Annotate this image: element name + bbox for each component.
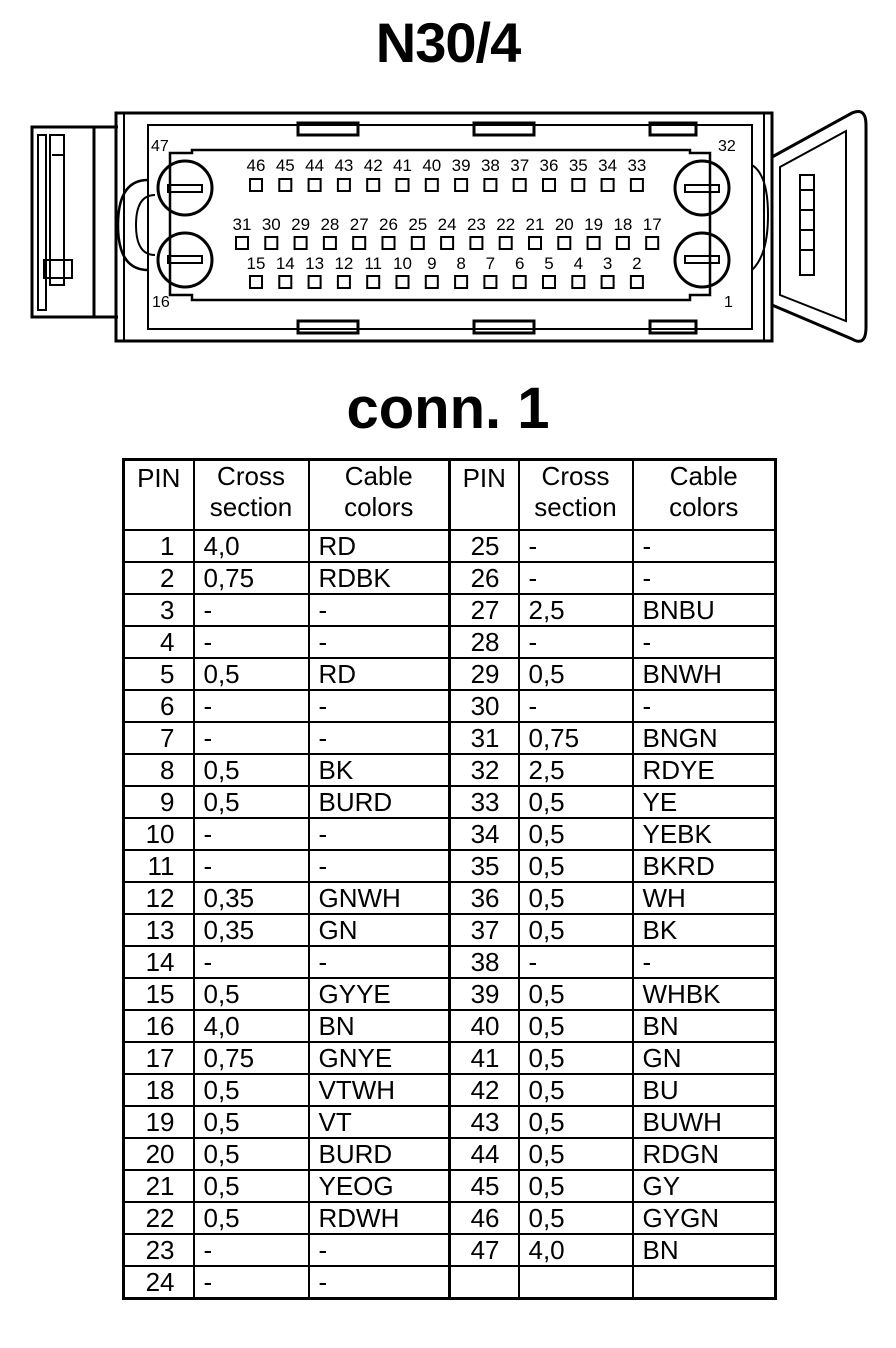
- table-row: [124, 946, 776, 978]
- pin-cell: 4: [124, 626, 194, 658]
- cross-section-cell: -: [194, 626, 309, 658]
- pin-cell: 43: [450, 1106, 519, 1138]
- pin-contact: [631, 179, 643, 191]
- cross-section-cell: 0,75: [519, 722, 633, 754]
- pin-contact: [572, 276, 584, 288]
- cable-color-cell: BN: [633, 1234, 776, 1266]
- pin-number-label: 4: [573, 254, 584, 273]
- table-row: [124, 1010, 776, 1042]
- pin-cell: 39: [450, 978, 519, 1010]
- pin-cell: 26: [450, 562, 519, 594]
- cable-color-cell: WHBK: [633, 978, 776, 1010]
- table-row: [124, 850, 776, 882]
- pin-cell: 21: [124, 1170, 194, 1202]
- pin-cell: 3: [124, 594, 194, 626]
- connector-label: conn. 1: [346, 376, 550, 441]
- pin-contact: [236, 237, 248, 249]
- cross-section-cell: 0,5: [519, 882, 633, 914]
- pin-cell: 24: [124, 1266, 194, 1299]
- pin-cell: 2: [124, 562, 194, 594]
- pin-contact: [265, 237, 277, 249]
- pin-number-label: 17: [642, 215, 662, 234]
- pin-contact: [250, 276, 262, 288]
- cross-section-cell: 0,5: [519, 978, 633, 1010]
- pin-contact: [602, 276, 614, 288]
- pin-number-label: 41: [393, 156, 412, 175]
- table-row: [124, 530, 776, 562]
- pin-cell: 29: [450, 658, 519, 690]
- cable-color-cell: GNWH: [309, 882, 450, 914]
- pin-cell: 18: [124, 1074, 194, 1106]
- pin-number-label: 26: [379, 215, 398, 234]
- cable-color-cell: BUWH: [633, 1106, 776, 1138]
- cable-color-cell: RDBK: [309, 562, 450, 594]
- pin-contact: [412, 237, 424, 249]
- corner-label-47: 47: [151, 138, 169, 155]
- pin-cell: 41: [450, 1042, 519, 1074]
- pin-contact: [558, 237, 570, 249]
- cross-section-cell: 0,5: [194, 978, 309, 1010]
- pin-contact: [367, 276, 379, 288]
- cross-section-cell: -: [194, 946, 309, 978]
- table-row: [124, 978, 776, 1010]
- cross-section-cell: -: [519, 946, 633, 978]
- cable-color-cell: RDWH: [309, 1202, 450, 1234]
- pin-cell: 33: [450, 786, 519, 818]
- cross-section-cell: 0,5: [519, 1042, 633, 1074]
- pin-number-label: 29: [291, 215, 311, 234]
- cable-color-cell: GYGN: [633, 1202, 776, 1234]
- pin-contact: [324, 237, 336, 249]
- pin-contact: [602, 179, 614, 191]
- table-row: [124, 1170, 776, 1202]
- cable-color-cell: -: [309, 1266, 450, 1299]
- pin-number-label: 39: [451, 156, 471, 175]
- cross-section-cell: 0,5: [194, 1202, 309, 1234]
- pin-contact: [484, 276, 496, 288]
- cable-color-cell: BURD: [309, 786, 450, 818]
- pin-contact: [484, 179, 496, 191]
- pin-number-label: 13: [305, 254, 325, 273]
- pin-contact: [397, 276, 409, 288]
- cross-section-cell: -: [194, 818, 309, 850]
- cable-color-cell: GYYE: [309, 978, 450, 1010]
- pin-cell: 45: [450, 1170, 519, 1202]
- table-row: [124, 818, 776, 850]
- pin-cell: 42: [450, 1074, 519, 1106]
- header-pin: PIN: [124, 460, 194, 531]
- pin-number-label: 14: [275, 254, 295, 273]
- cable-color-cell: BNGN: [633, 722, 776, 754]
- cable-color-cell: RD: [309, 658, 450, 690]
- pin-cell: 27: [450, 594, 519, 626]
- cross-section-cell: 0,5: [519, 914, 633, 946]
- pin-contact: [279, 179, 291, 191]
- pin-number-label: 38: [480, 156, 500, 175]
- pin-contact: [367, 179, 379, 191]
- pin-number-label: 12: [334, 254, 354, 273]
- pin-contact: [470, 237, 482, 249]
- cable-color-cell: BK: [633, 914, 776, 946]
- pin-cell: 47: [450, 1234, 519, 1266]
- connector-diagram: [0, 95, 896, 355]
- pin-contact: [309, 276, 321, 288]
- pin-cell: 38: [450, 946, 519, 978]
- cable-color-cell: BU: [633, 1074, 776, 1106]
- cross-section-cell: 0,35: [194, 882, 309, 914]
- cross-section-cell: 4,0: [194, 530, 309, 562]
- pin-number-label: 40: [422, 156, 442, 175]
- cross-section-cell: 4,0: [194, 1010, 309, 1042]
- pin-cell: 12: [124, 882, 194, 914]
- cross-section-cell: -: [194, 850, 309, 882]
- pin-contact: [441, 237, 453, 249]
- pin-contact: [455, 179, 467, 191]
- cross-section-cell: 4,0: [519, 1234, 633, 1266]
- pin-contact: [383, 237, 395, 249]
- cross-section-cell: 0,75: [194, 562, 309, 594]
- pin-number-label: 21: [525, 215, 545, 234]
- pin-number-label: 37: [510, 156, 530, 175]
- cable-color-cell: -: [309, 626, 450, 658]
- cable-color-cell: BN: [633, 1010, 776, 1042]
- cross-section-cell: 0,5: [519, 1138, 633, 1170]
- pin-contact: [426, 276, 438, 288]
- cross-section-cell: 0,5: [519, 658, 633, 690]
- cross-section-cell: 0,5: [519, 1170, 633, 1202]
- pin-cell: 7: [124, 722, 194, 754]
- pin-cell: 40: [450, 1010, 519, 1042]
- cable-color-cell: BURD: [309, 1138, 450, 1170]
- pin-number-label: 33: [627, 156, 647, 175]
- cable-color-cell: -: [633, 626, 776, 658]
- cross-section-cell: 0,5: [194, 1074, 309, 1106]
- cable-color-cell: -: [309, 690, 450, 722]
- cable-color-cell: BK: [309, 754, 450, 786]
- table-row: [124, 1042, 776, 1074]
- pin-number-label: 27: [349, 215, 369, 234]
- header-cable-colors: Cable colors: [309, 460, 450, 531]
- corner-label-32: 32: [718, 138, 736, 155]
- table-row: [124, 690, 776, 722]
- pin-cell: 31: [450, 722, 519, 754]
- corner-label-16: 16: [152, 294, 170, 311]
- table-row: [124, 562, 776, 594]
- cable-color-cell: GY: [633, 1170, 776, 1202]
- header-cable-colors-2: Cable colors: [633, 460, 776, 531]
- table-row: [124, 1234, 776, 1266]
- pin-cell: 46: [450, 1202, 519, 1234]
- table-row: [124, 1138, 776, 1170]
- page-title: N30/4: [375, 11, 521, 74]
- table-row: [124, 882, 776, 914]
- cable-color-cell: BKRD: [633, 850, 776, 882]
- pin-contact: [397, 179, 409, 191]
- cross-section-cell: -: [194, 1234, 309, 1266]
- pin-cell: 22: [124, 1202, 194, 1234]
- pin-contact: [426, 179, 438, 191]
- cable-color-cell: -: [633, 690, 776, 722]
- cross-section-cell: -: [194, 594, 309, 626]
- pin-cell: 8: [124, 754, 194, 786]
- pin-number-label: 24: [437, 215, 457, 234]
- pin-cell: 34: [450, 818, 519, 850]
- cable-color-cell: VT: [309, 1106, 450, 1138]
- screw-icon: [158, 161, 212, 215]
- table-row: [124, 594, 776, 626]
- pin-number-label: 9: [427, 254, 437, 273]
- cross-section-cell: 0,5: [519, 818, 633, 850]
- cross-section-cell: 0,5: [519, 1106, 633, 1138]
- pin-cell: 37: [450, 914, 519, 946]
- pin-number-label: 20: [554, 215, 574, 234]
- cable-color-cell: -: [309, 594, 450, 626]
- pin-contact: [543, 276, 555, 288]
- table-row: [124, 722, 776, 754]
- pin-contact: [514, 276, 526, 288]
- table-row: [124, 786, 776, 818]
- pin-number-label: 35: [568, 156, 588, 175]
- pin-number-label: 8: [456, 254, 466, 273]
- pin-number-label: 25: [408, 215, 428, 234]
- cable-color-cell: GN: [309, 914, 450, 946]
- cable-color-cell: VTWH: [309, 1074, 450, 1106]
- pin-number-label: 42: [363, 156, 383, 175]
- pin-contact: [514, 179, 526, 191]
- pin-number-label: 2: [632, 254, 642, 273]
- header-cross-section-2: Cross section: [519, 460, 633, 531]
- cable-color-cell: -: [309, 818, 450, 850]
- pin-number-label: 45: [275, 156, 295, 175]
- pin-contact: [646, 237, 658, 249]
- pin-contact: [295, 237, 307, 249]
- pin-cell: 9: [124, 786, 194, 818]
- pin-number-label: 31: [232, 215, 252, 234]
- pin-cell: [450, 1266, 519, 1299]
- pin-number-label: 5: [544, 254, 554, 273]
- cable-color-cell: GNYE: [309, 1042, 450, 1074]
- cable-color-cell: RDGN: [633, 1138, 776, 1170]
- cable-color-cell: BN: [309, 1010, 450, 1042]
- pin-cell: 30: [450, 690, 519, 722]
- pin-cell: 20: [124, 1138, 194, 1170]
- screw-icon: [675, 161, 729, 215]
- cable-color-cell: -: [633, 530, 776, 562]
- cross-section-cell: 0,5: [194, 1138, 309, 1170]
- header-cross-section: Cross section: [194, 460, 309, 531]
- screw-icon: [158, 233, 212, 287]
- cross-section-cell: 0,5: [194, 658, 309, 690]
- pin-number-label: 46: [246, 156, 266, 175]
- pin-contact: [617, 237, 629, 249]
- pin-number-label: 3: [602, 254, 613, 273]
- cable-color-cell: BNWH: [633, 658, 776, 690]
- cross-section-cell: 0,5: [519, 1010, 633, 1042]
- cable-color-cell: BNBU: [633, 594, 776, 626]
- pin-number-label: 36: [539, 156, 559, 175]
- pin-number-label: 10: [393, 254, 412, 273]
- cross-section-cell: 2,5: [519, 754, 633, 786]
- cable-color-cell: -: [309, 1234, 450, 1266]
- pin-cell: 6: [124, 690, 194, 722]
- pin-grid: [233, 156, 662, 288]
- cross-section-cell: 0,5: [519, 786, 633, 818]
- cross-section-cell: 0,5: [194, 754, 309, 786]
- cable-color-cell: RD: [309, 530, 450, 562]
- table-row: [124, 914, 776, 946]
- pin-number-label: 22: [496, 215, 516, 234]
- pin-contact: [338, 276, 350, 288]
- cable-color-cell: GN: [633, 1042, 776, 1074]
- cross-section-cell: -: [519, 562, 633, 594]
- pin-cell: 23: [124, 1234, 194, 1266]
- table-row: [124, 1266, 776, 1299]
- pin-cell: 36: [450, 882, 519, 914]
- table-row: [124, 1106, 776, 1138]
- cable-color-cell: -: [633, 562, 776, 594]
- cross-section-cell: 0,5: [194, 1170, 309, 1202]
- cable-color-cell: -: [309, 850, 450, 882]
- cross-section-cell: -: [194, 1266, 309, 1299]
- cross-section-cell: 0,5: [194, 1106, 309, 1138]
- pin-cell: 44: [450, 1138, 519, 1170]
- pin-cell: 16: [124, 1010, 194, 1042]
- pin-contact: [631, 276, 643, 288]
- cross-section-cell: 0,35: [194, 914, 309, 946]
- table-row: [124, 1202, 776, 1234]
- pin-number-label: 15: [246, 254, 266, 273]
- header-pin-2: PIN: [450, 460, 519, 531]
- cross-section-cell: 0,5: [194, 786, 309, 818]
- cable-color-cell: WH: [633, 882, 776, 914]
- cable-color-cell: YEOG: [309, 1170, 450, 1202]
- pin-number-label: 6: [514, 254, 525, 273]
- cross-section-cell: -: [194, 722, 309, 754]
- cross-section-cell: -: [519, 690, 633, 722]
- cross-section-cell: 0,5: [519, 850, 633, 882]
- cable-color-cell: -: [309, 722, 450, 754]
- pin-contact: [543, 179, 555, 191]
- table-row: [124, 754, 776, 786]
- cross-section-cell: -: [194, 690, 309, 722]
- pin-cell: 28: [450, 626, 519, 658]
- cross-section-cell: -: [519, 530, 633, 562]
- pin-contact: [588, 237, 600, 249]
- pin-number-label: 34: [598, 156, 618, 175]
- pin-contact: [529, 237, 541, 249]
- pin-cell: 15: [124, 978, 194, 1010]
- cable-color-cell: YEBK: [633, 818, 776, 850]
- pin-contact: [353, 237, 365, 249]
- pin-cell: 35: [450, 850, 519, 882]
- pin-cell: 19: [124, 1106, 194, 1138]
- cross-section-cell: -: [519, 626, 633, 658]
- pin-cell: 14: [124, 946, 194, 978]
- pin-number-label: 43: [334, 156, 354, 175]
- pin-contact: [309, 179, 321, 191]
- screw-icon: [675, 233, 729, 287]
- pin-number-label: 30: [261, 215, 281, 234]
- table-row: [124, 1074, 776, 1106]
- pin-cell: 25: [450, 530, 519, 562]
- pin-contact: [455, 276, 467, 288]
- pin-cell: 13: [124, 914, 194, 946]
- pin-table: [122, 458, 777, 1300]
- pin-cell: 5: [124, 658, 194, 690]
- cross-section-cell: 0,75: [194, 1042, 309, 1074]
- pin-number-label: 18: [613, 215, 633, 234]
- pin-number-label: 28: [320, 215, 340, 234]
- pin-contact: [250, 179, 262, 191]
- cross-section-cell: 2,5: [519, 594, 633, 626]
- pin-number-label: 44: [305, 156, 325, 175]
- pin-cell: 11: [124, 850, 194, 882]
- pin-number-label: 11: [364, 254, 383, 273]
- pin-contact: [500, 237, 512, 249]
- cable-color-cell: -: [633, 946, 776, 978]
- pin-contact: [572, 179, 584, 191]
- corner-label-1: 1: [724, 294, 733, 311]
- pin-number-label: 7: [485, 254, 496, 273]
- cross-section-cell: 0,5: [519, 1074, 633, 1106]
- pin-contact: [338, 179, 350, 191]
- pin-contact: [279, 276, 291, 288]
- table-row: [124, 626, 776, 658]
- table-header-row: [124, 460, 776, 531]
- table-row: [124, 658, 776, 690]
- pin-cell: 1: [124, 530, 194, 562]
- cross-section-cell: 0,5: [519, 1202, 633, 1234]
- pin-number-label: 19: [584, 215, 604, 234]
- cable-color-cell: YE: [633, 786, 776, 818]
- cable-color-cell: RDYE: [633, 754, 776, 786]
- pin-cell: 17: [124, 1042, 194, 1074]
- pin-cell: 32: [450, 754, 519, 786]
- cable-color-cell: -: [309, 946, 450, 978]
- cross-section-cell: [519, 1266, 633, 1299]
- cable-color-cell: [633, 1266, 776, 1299]
- pin-cell: 10: [124, 818, 194, 850]
- pin-number-label: 23: [466, 215, 486, 234]
